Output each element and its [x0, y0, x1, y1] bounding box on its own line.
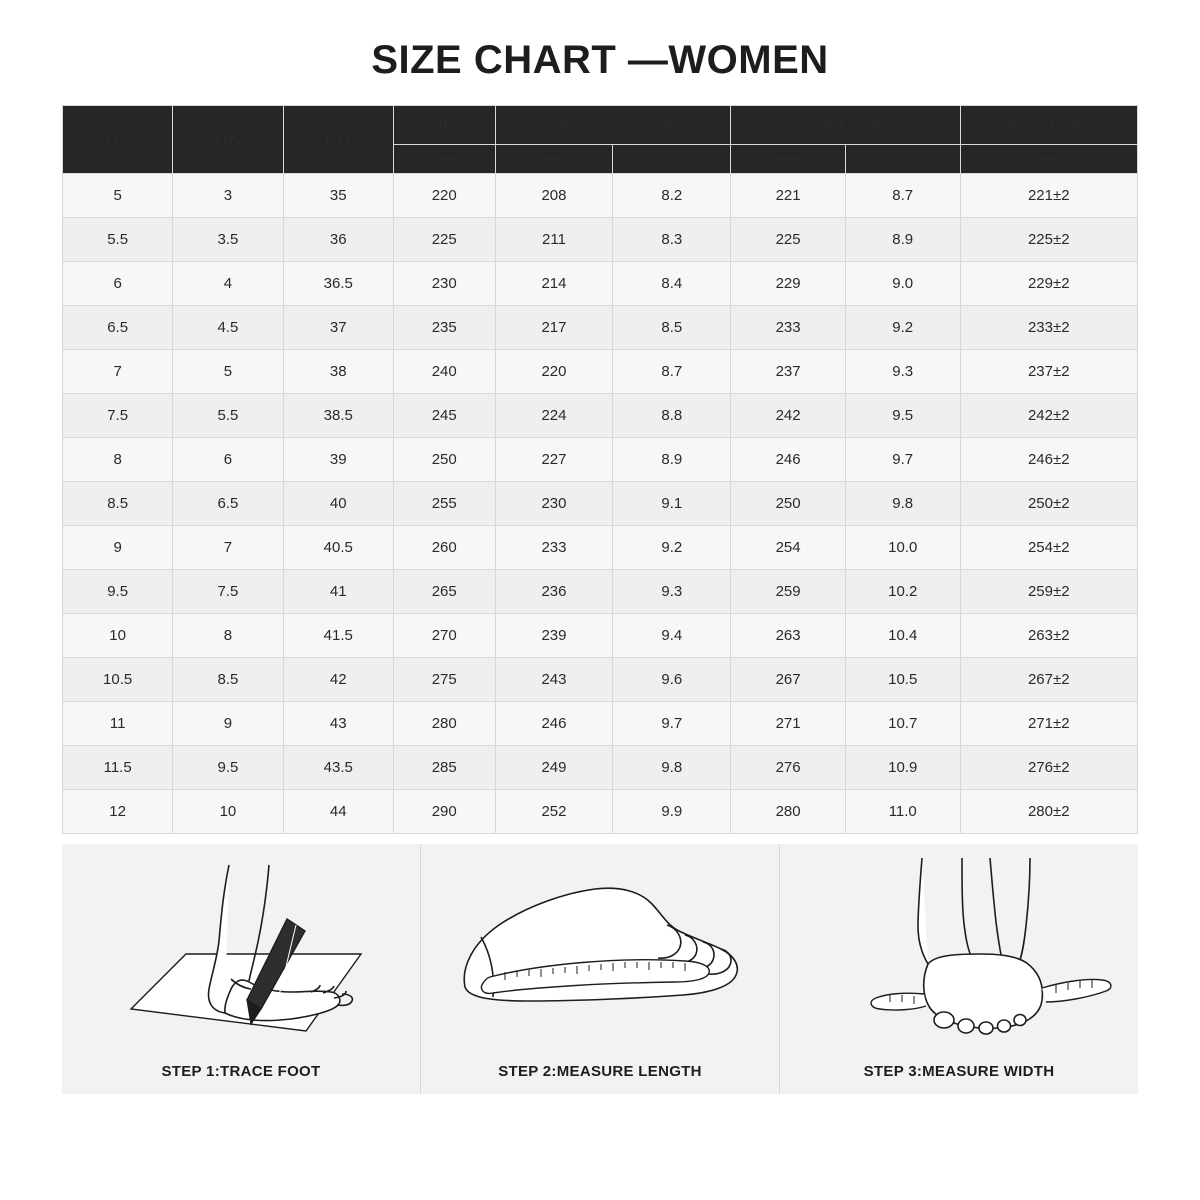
- table-cell: 7.5: [63, 394, 173, 438]
- table-cell: 5.5: [173, 394, 283, 438]
- unit-width-mm: mm: [495, 145, 613, 174]
- table-cell: 9.3: [613, 570, 731, 614]
- unit-length-in: in: [845, 145, 960, 174]
- table-cell: 233: [731, 306, 846, 350]
- header-uk: UK: [173, 106, 283, 174]
- table-row: [63, 306, 1138, 350]
- table-cell: 8.5: [173, 658, 283, 702]
- table-cell: 225: [393, 218, 495, 262]
- table-cell: 246±2: [960, 438, 1137, 482]
- table-cell: 240: [393, 350, 495, 394]
- table-cell: 276: [731, 746, 846, 790]
- table-cell: 9.8: [613, 746, 731, 790]
- header-jp: JP: [393, 106, 495, 145]
- table-cell: 10: [173, 790, 283, 834]
- step-3-caption: STEP 3:MEASURE WIDTH: [863, 1063, 1055, 1080]
- table-cell: 8: [63, 438, 173, 482]
- table-cell: 44: [283, 790, 393, 834]
- table-cell: 8.9: [845, 218, 960, 262]
- table-cell: 36.5: [283, 262, 393, 306]
- table-cell: 10.5: [845, 658, 960, 702]
- table-cell: 9.2: [845, 306, 960, 350]
- table-cell: 246: [731, 438, 846, 482]
- table-cell: 10.9: [845, 746, 960, 790]
- table-cell: 254: [731, 526, 846, 570]
- table-cell: 36: [283, 218, 393, 262]
- table-cell: 38: [283, 350, 393, 394]
- table-cell: 6: [63, 262, 173, 306]
- table-cell: 41.5: [283, 614, 393, 658]
- table-cell: 221±2: [960, 174, 1137, 218]
- table-cell: 230: [495, 482, 613, 526]
- table-cell: 290: [393, 790, 495, 834]
- table-cell: 221: [731, 174, 846, 218]
- table-cell: 229: [731, 262, 846, 306]
- table-cell: 220: [495, 350, 613, 394]
- table-cell: 9.5: [845, 394, 960, 438]
- table-cell: 280: [393, 702, 495, 746]
- table-cell: 260: [393, 526, 495, 570]
- table-cell: 12: [63, 790, 173, 834]
- table-row: [63, 350, 1138, 394]
- table-cell: 249: [495, 746, 613, 790]
- unit-width-in: in: [613, 145, 731, 174]
- size-chart-table-wrapper: [62, 105, 1138, 834]
- table-cell: 8.8: [613, 394, 731, 438]
- table-cell: 8.7: [613, 350, 731, 394]
- table-row: [63, 394, 1138, 438]
- table-cell: 285: [393, 746, 495, 790]
- table-cell: 5.5: [63, 218, 173, 262]
- table-cell: 8.9: [613, 438, 731, 482]
- table-cell: 267: [731, 658, 846, 702]
- table-cell: 7: [173, 526, 283, 570]
- header-fitting-range: Fitting Range: [960, 106, 1137, 145]
- table-head: [63, 106, 1138, 174]
- table-cell: 11: [63, 702, 173, 746]
- table-cell: 233: [495, 526, 613, 570]
- table-cell: 237: [731, 350, 846, 394]
- table-cell: 3: [173, 174, 283, 218]
- step-2-caption: STEP 2:MEASURE LENGTH: [498, 1063, 702, 1080]
- table-cell: 9: [173, 702, 283, 746]
- table-cell: 263±2: [960, 614, 1137, 658]
- table-cell: 5: [173, 350, 283, 394]
- table-cell: 229±2: [960, 262, 1137, 306]
- table-cell: 43: [283, 702, 393, 746]
- size-chart-table: [62, 105, 1138, 834]
- table-cell: 9.4: [613, 614, 731, 658]
- table-row: [63, 526, 1138, 570]
- table-cell: 243: [495, 658, 613, 702]
- table-cell: 259: [731, 570, 846, 614]
- table-cell: 8.3: [613, 218, 731, 262]
- table-cell: 235: [393, 306, 495, 350]
- table-group-header-row: [63, 106, 1138, 145]
- table-cell: 270: [393, 614, 495, 658]
- table-row: [63, 438, 1138, 482]
- table-row: [63, 746, 1138, 790]
- table-cell: 224: [495, 394, 613, 438]
- table-cell: 250±2: [960, 482, 1137, 526]
- table-cell: 10.7: [845, 702, 960, 746]
- table-cell: 214: [495, 262, 613, 306]
- table-body: [63, 174, 1138, 834]
- table-cell: 10: [63, 614, 173, 658]
- table-cell: 6: [173, 438, 283, 482]
- header-width-circumference: Width circumference: [495, 106, 731, 145]
- table-cell: 10.0: [845, 526, 960, 570]
- table-row: [63, 614, 1138, 658]
- table-cell: 267±2: [960, 658, 1137, 702]
- table-cell: 263: [731, 614, 846, 658]
- table-cell: 254±2: [960, 526, 1137, 570]
- table-cell: 280: [731, 790, 846, 834]
- table-cell: 8.7: [845, 174, 960, 218]
- table-cell: 8.5: [613, 306, 731, 350]
- table-cell: 10.4: [845, 614, 960, 658]
- table-cell: 11.0: [845, 790, 960, 834]
- table-cell: 41: [283, 570, 393, 614]
- table-cell: 7.5: [173, 570, 283, 614]
- table-cell: 9.9: [613, 790, 731, 834]
- table-cell: 9.7: [613, 702, 731, 746]
- table-row: [63, 262, 1138, 306]
- step-1-trace-foot: [62, 844, 420, 1094]
- table-cell: 239: [495, 614, 613, 658]
- table-cell: 10.2: [845, 570, 960, 614]
- table-cell: 10.5: [63, 658, 173, 702]
- table-cell: 9.5: [63, 570, 173, 614]
- table-cell: 233±2: [960, 306, 1137, 350]
- table-cell: 276±2: [960, 746, 1137, 790]
- unit-jp-mm: mm: [393, 145, 495, 174]
- table-cell: 271±2: [960, 702, 1137, 746]
- table-row: [63, 482, 1138, 526]
- table-cell: 265: [393, 570, 495, 614]
- step-1-caption: STEP 1:TRACE FOOT: [161, 1063, 321, 1080]
- table-cell: 275: [393, 658, 495, 702]
- table-cell: 242±2: [960, 394, 1137, 438]
- table-cell: 211: [495, 218, 613, 262]
- header-us: US: [63, 106, 173, 174]
- table-cell: 236: [495, 570, 613, 614]
- table-cell: 35: [283, 174, 393, 218]
- table-cell: 252: [495, 790, 613, 834]
- table-cell: 237±2: [960, 350, 1137, 394]
- table-cell: 245: [393, 394, 495, 438]
- table-cell: 242: [731, 394, 846, 438]
- table-cell: 6.5: [63, 306, 173, 350]
- table-cell: 225: [731, 218, 846, 262]
- table-row: [63, 218, 1138, 262]
- table-row: [63, 658, 1138, 702]
- table-cell: 8.2: [613, 174, 731, 218]
- table-cell: 220: [393, 174, 495, 218]
- table-row: [63, 790, 1138, 834]
- table-cell: 3.5: [173, 218, 283, 262]
- table-cell: 255: [393, 482, 495, 526]
- measure-steps-panel: [62, 844, 1138, 1094]
- table-cell: 5: [63, 174, 173, 218]
- table-cell: 271: [731, 702, 846, 746]
- table-cell: 40: [283, 482, 393, 526]
- table-cell: 8.4: [613, 262, 731, 306]
- table-cell: 259±2: [960, 570, 1137, 614]
- header-eu: EU: [283, 106, 393, 174]
- table-cell: 4.5: [173, 306, 283, 350]
- table-row: [63, 570, 1138, 614]
- table-cell: 8.5: [63, 482, 173, 526]
- unit-length-mm: mm: [731, 145, 846, 174]
- table-cell: 250: [393, 438, 495, 482]
- table-cell: 217: [495, 306, 613, 350]
- table-cell: 4: [173, 262, 283, 306]
- table-cell: 225±2: [960, 218, 1137, 262]
- table-cell: 42: [283, 658, 393, 702]
- table-cell: 37: [283, 306, 393, 350]
- table-cell: 8: [173, 614, 283, 658]
- step-3-measure-width: [779, 844, 1138, 1094]
- table-cell: 208: [495, 174, 613, 218]
- page-title: SIZE CHART —WOMEN: [371, 38, 829, 82]
- table-cell: 227: [495, 438, 613, 482]
- table-cell: 280±2: [960, 790, 1137, 834]
- foot-top-tape-measure-icon: [780, 844, 1138, 1059]
- step-2-measure-length: [420, 844, 779, 1094]
- table-cell: 38.5: [283, 394, 393, 438]
- table-cell: 9.1: [613, 482, 731, 526]
- table-cell: 9.3: [845, 350, 960, 394]
- table-cell: 9: [63, 526, 173, 570]
- table-cell: 246: [495, 702, 613, 746]
- table-cell: 9.2: [613, 526, 731, 570]
- table-cell: 7: [63, 350, 173, 394]
- table-row: [63, 174, 1138, 218]
- table-cell: 9.7: [845, 438, 960, 482]
- foot-side-tape-measure-icon: [421, 844, 779, 1059]
- table-cell: 6.5: [173, 482, 283, 526]
- table-cell: 230: [393, 262, 495, 306]
- unit-fitting-mm: mm: [960, 145, 1137, 174]
- table-cell: 11.5: [63, 746, 173, 790]
- table-cell: 9.0: [845, 262, 960, 306]
- table-cell: 43.5: [283, 746, 393, 790]
- foot-trace-pencil-icon: [62, 844, 420, 1059]
- table-cell: 40.5: [283, 526, 393, 570]
- table-row: [63, 702, 1138, 746]
- table-cell: 39: [283, 438, 393, 482]
- table-cell: 9.6: [613, 658, 731, 702]
- table-cell: 250: [731, 482, 846, 526]
- table-cell: 9.8: [845, 482, 960, 526]
- header-foot-length: Foot Length: [731, 106, 960, 145]
- table-cell: 9.5: [173, 746, 283, 790]
